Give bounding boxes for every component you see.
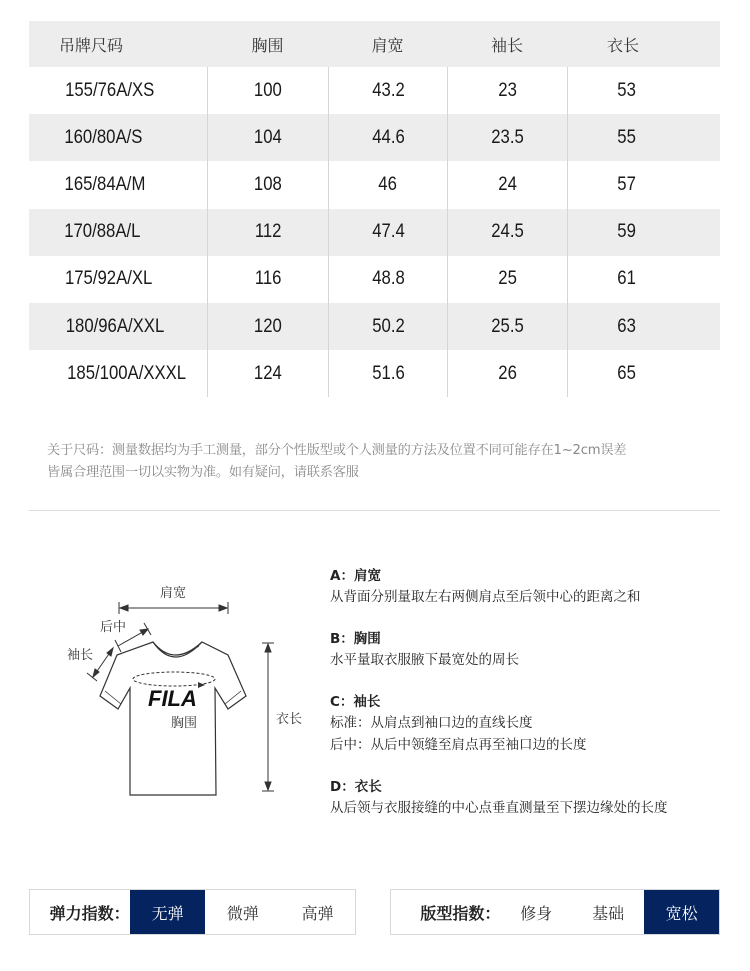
length-label: 衣长 <box>276 712 303 727</box>
desc-line: 水平量取衣服腋下最宽处的周长 <box>330 652 519 668</box>
cell-value: 50.2 <box>371 315 405 337</box>
table-cell <box>567 209 720 256</box>
shoulder-width-arrow <box>119 602 228 614</box>
section-divider <box>29 510 720 511</box>
table-cell <box>328 209 447 256</box>
table-cell <box>328 303 447 350</box>
cell-value: 47.4 <box>371 221 405 243</box>
table-row <box>29 209 720 256</box>
table-cell <box>447 161 567 208</box>
cell-value: 104 <box>254 126 282 148</box>
header-chest: 胸围 <box>251 37 284 55</box>
note-line-1: 关于尺码：测量数据均为手工测量，部分个性版型或个人测量的方法及位置不同可能存在1~2cm误差 <box>47 443 627 458</box>
cell-value: 57 <box>617 173 636 195</box>
table-cell <box>207 114 328 161</box>
fila-logo: FILA <box>148 686 197 711</box>
note-line-2: 皆属合理范围一切以实物为准。如有疑问，请联系客服 <box>47 465 359 480</box>
cell-value: 100 <box>254 79 282 101</box>
table-cell <box>29 303 207 350</box>
table-cell <box>328 256 447 303</box>
cell-value: 112 <box>254 221 282 243</box>
cell-value: 26 <box>498 362 517 384</box>
desc-title: A：肩宽 <box>330 568 381 584</box>
table-cell <box>29 209 207 256</box>
table-cell <box>207 67 328 114</box>
table-cell <box>29 67 207 114</box>
table-cell <box>567 350 720 397</box>
cell-value: 175/92A/XL <box>64 268 153 290</box>
cell-value: 24.5 <box>491 221 524 243</box>
table-cell <box>29 256 207 303</box>
desc-sleeve <box>330 692 730 756</box>
cell-value: 59 <box>617 221 636 243</box>
cell-value: 55 <box>617 126 636 148</box>
table-cell <box>207 209 328 256</box>
fit-index <box>390 889 720 935</box>
elasticity-option-slight[interactable]: 微弹 <box>226 903 259 923</box>
size-table <box>29 21 720 397</box>
header-shoulder: 肩宽 <box>371 37 404 55</box>
table-cell <box>207 350 328 397</box>
cell-value: 51.6 <box>371 362 405 384</box>
table-row <box>29 350 720 397</box>
table-cell <box>207 303 328 350</box>
table-cell <box>447 209 567 256</box>
sleeve-label: 袖长 <box>67 648 94 663</box>
desc-line: 从后领与衣服接缝的中心点垂直测量至下摆边缘处的长度 <box>330 800 668 816</box>
desc-length <box>330 777 730 819</box>
table-cell <box>29 114 207 161</box>
desc-title: B：胸围 <box>330 631 381 647</box>
header-length: 衣长 <box>607 37 640 55</box>
cell-value: 44.6 <box>371 126 405 148</box>
length-arrow <box>262 643 274 791</box>
desc-title: D：衣长 <box>330 779 382 795</box>
fit-label: 版型指数： <box>420 903 501 923</box>
table-cell <box>328 67 447 114</box>
cell-value: 61 <box>617 268 636 290</box>
table-cell <box>567 256 720 303</box>
cell-value: 108 <box>254 173 282 195</box>
cell-value: 124 <box>254 362 282 384</box>
cell-value: 116 <box>254 268 282 290</box>
cell-value: 48.8 <box>371 268 405 290</box>
cell-value: 65 <box>617 362 636 384</box>
cell-value: 46 <box>378 173 398 195</box>
desc-line: 标准：从肩点到袖口边的直线长度 <box>330 715 533 731</box>
measurement-descriptions <box>330 566 730 840</box>
table-cell <box>447 67 567 114</box>
size-note <box>47 440 727 484</box>
cell-value: 165/84A/M <box>64 173 146 195</box>
table-cell <box>29 350 207 397</box>
cell-value: 170/88A/L <box>64 221 141 243</box>
elasticity-label: 弹力指数： <box>49 903 130 923</box>
table-cell <box>328 114 447 161</box>
shoulder-label: 肩宽 <box>160 586 187 601</box>
cell-value: 180/96A/XXL <box>65 315 165 337</box>
table-cell <box>328 161 447 208</box>
cell-value: 63 <box>617 315 636 337</box>
table-cell <box>567 303 720 350</box>
table-cell <box>207 161 328 208</box>
table-row <box>29 256 720 303</box>
table-cell <box>447 256 567 303</box>
table-row <box>29 114 720 161</box>
cell-value: 24 <box>498 173 517 195</box>
table-cell <box>447 114 567 161</box>
tshirt-measurement-diagram <box>50 560 320 830</box>
cell-value: 155/76A/XS <box>65 79 155 101</box>
table-cell <box>567 67 720 114</box>
table-row <box>29 161 720 208</box>
cell-value: 53 <box>617 79 636 101</box>
table-body <box>29 67 720 397</box>
desc-chest <box>330 629 730 671</box>
table-cell <box>328 350 447 397</box>
table-row <box>29 67 720 114</box>
back-center-label: 后中 <box>100 620 127 635</box>
table-row <box>29 303 720 350</box>
elasticity-option-none[interactable]: 无弹 <box>130 890 206 934</box>
cell-value: 25 <box>498 268 517 290</box>
cell-value: 185/100A/XXXL <box>67 362 187 384</box>
elasticity-option-high[interactable]: 高弹 <box>301 903 334 923</box>
table-header-row <box>29 21 720 67</box>
cell-value: 25.5 <box>491 315 524 337</box>
cell-value: 23 <box>498 79 517 101</box>
table-cell <box>567 114 720 161</box>
cell-value: 120 <box>254 315 282 337</box>
cell-value: 23.5 <box>491 126 524 148</box>
header-sleeve: 袖长 <box>490 37 523 55</box>
header-size-tag: 吊牌尺码 <box>59 37 124 55</box>
table-cell <box>29 161 207 208</box>
table-cell <box>447 350 567 397</box>
desc-title: C：袖长 <box>330 694 381 710</box>
desc-line: 从背面分别量取左右两侧肩点至后领中心的距离之和 <box>330 589 641 605</box>
fit-option-slim[interactable]: 修身 <box>520 903 553 923</box>
cell-value: 43.2 <box>371 79 405 101</box>
elasticity-index <box>29 889 356 935</box>
desc-line: 后中：从后中领缝至肩点再至袖口边的长度 <box>330 737 587 753</box>
cell-value: 160/80A/S <box>64 126 143 148</box>
table-cell <box>567 161 720 208</box>
table-cell <box>207 256 328 303</box>
desc-shoulder <box>330 566 730 608</box>
fit-option-regular[interactable]: 基础 <box>592 903 625 923</box>
chest-label: 胸围 <box>171 716 198 731</box>
table-cell <box>447 303 567 350</box>
fit-option-loose[interactable]: 宽松 <box>644 890 719 934</box>
